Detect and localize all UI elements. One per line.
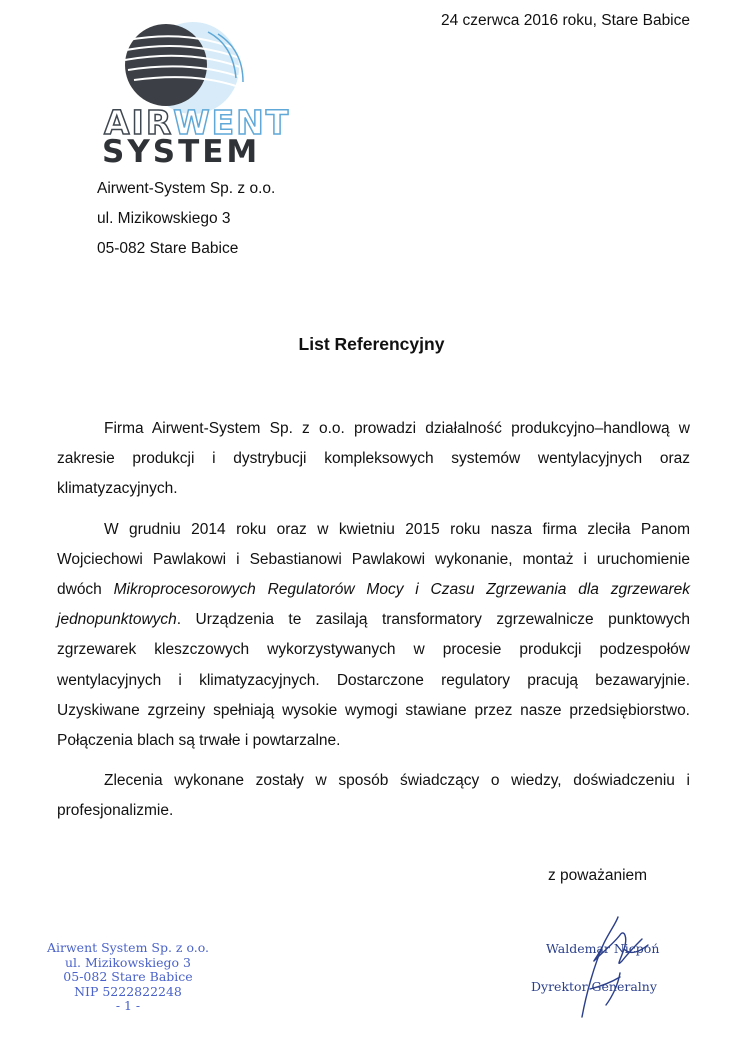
- paragraph-2: W grudniu 2014 roku oraz w kwietniu 2015 roku nasza firma zleciła Panom Wojciechowi Pawlakowi i Sebastianowi Pawlakowi wykonanie, montaż i uruchomienie dwóch Mikroprocesorowych Regulatorów Mocy i Czasu Zgrzewania dla zgrzewarek jednopunktowych. Urządzenia te zasilają transformatory zgrzewalnicze punktowych zgrzewarek kleszczowych wykorzystywanych w procesie produkcji podzespołów wentylacyjnych i klimatyzacyjnych. Dostarczone regulatory pracują bezawaryjnie. Uzyskiwane zgrzeiny spełniają wysokie wymogi stawiane przez nasze przedsiębiorstwo. Połączenia blach są trwałe i powtarzalne.: [57, 520, 690, 750]
- stamp-line: - 1 -: [115, 998, 141, 1013]
- paragraph-3: Zlecenia wykonane zostały w sposób świadczący o wiedzy, doświadczeniu i profesjonalizmie.: [57, 772, 690, 820]
- logo-wordmark-bottom: SYSTEM: [102, 134, 261, 170]
- paragraph-1: Firma Airwent-System Sp. z o.o. prowadzi działalność produkcyjno–handlową w zakresie produkcji i dystrybucji kompleksowych systemów wentylacyjnych oraz klimatyzacyjnych.: [57, 420, 690, 498]
- logo-wordmark-top: AIRWENT: [104, 103, 291, 142]
- closing-phrase: z poważaniem: [548, 867, 648, 884]
- stamp-line: 05-082 Stare Babice: [63, 969, 193, 984]
- sender-address: [97, 174, 275, 264]
- handwritten-signature-icon: [520, 905, 700, 1045]
- letter-body: [57, 414, 690, 837]
- logo-globe-icon: [98, 20, 273, 115]
- signature-block: [520, 905, 700, 1045]
- address-line: Airwent-System Sp. z o.o.: [97, 180, 276, 197]
- signatory-name-stamp: Waldemar Nicpoń: [546, 941, 660, 956]
- address-line: 05-082 Stare Babice: [97, 240, 239, 257]
- stamp-line: Airwent System Sp. z o.o.: [46, 940, 210, 955]
- stamp-line: ul. Mizikowskiego 3: [64, 954, 191, 970]
- stamp-line: NIP 5222822248: [74, 983, 182, 999]
- address-line: ul. Mizikowskiego 3: [97, 210, 231, 227]
- company-stamp: [28, 941, 228, 1014]
- date-line: 24 czerwca 2016 roku, Stare Babice: [441, 12, 690, 29]
- document-title: List Referencyjny: [298, 334, 445, 354]
- signatory-role-stamp: Dyrektor Generalny: [531, 979, 657, 994]
- company-logo: [98, 20, 291, 170]
